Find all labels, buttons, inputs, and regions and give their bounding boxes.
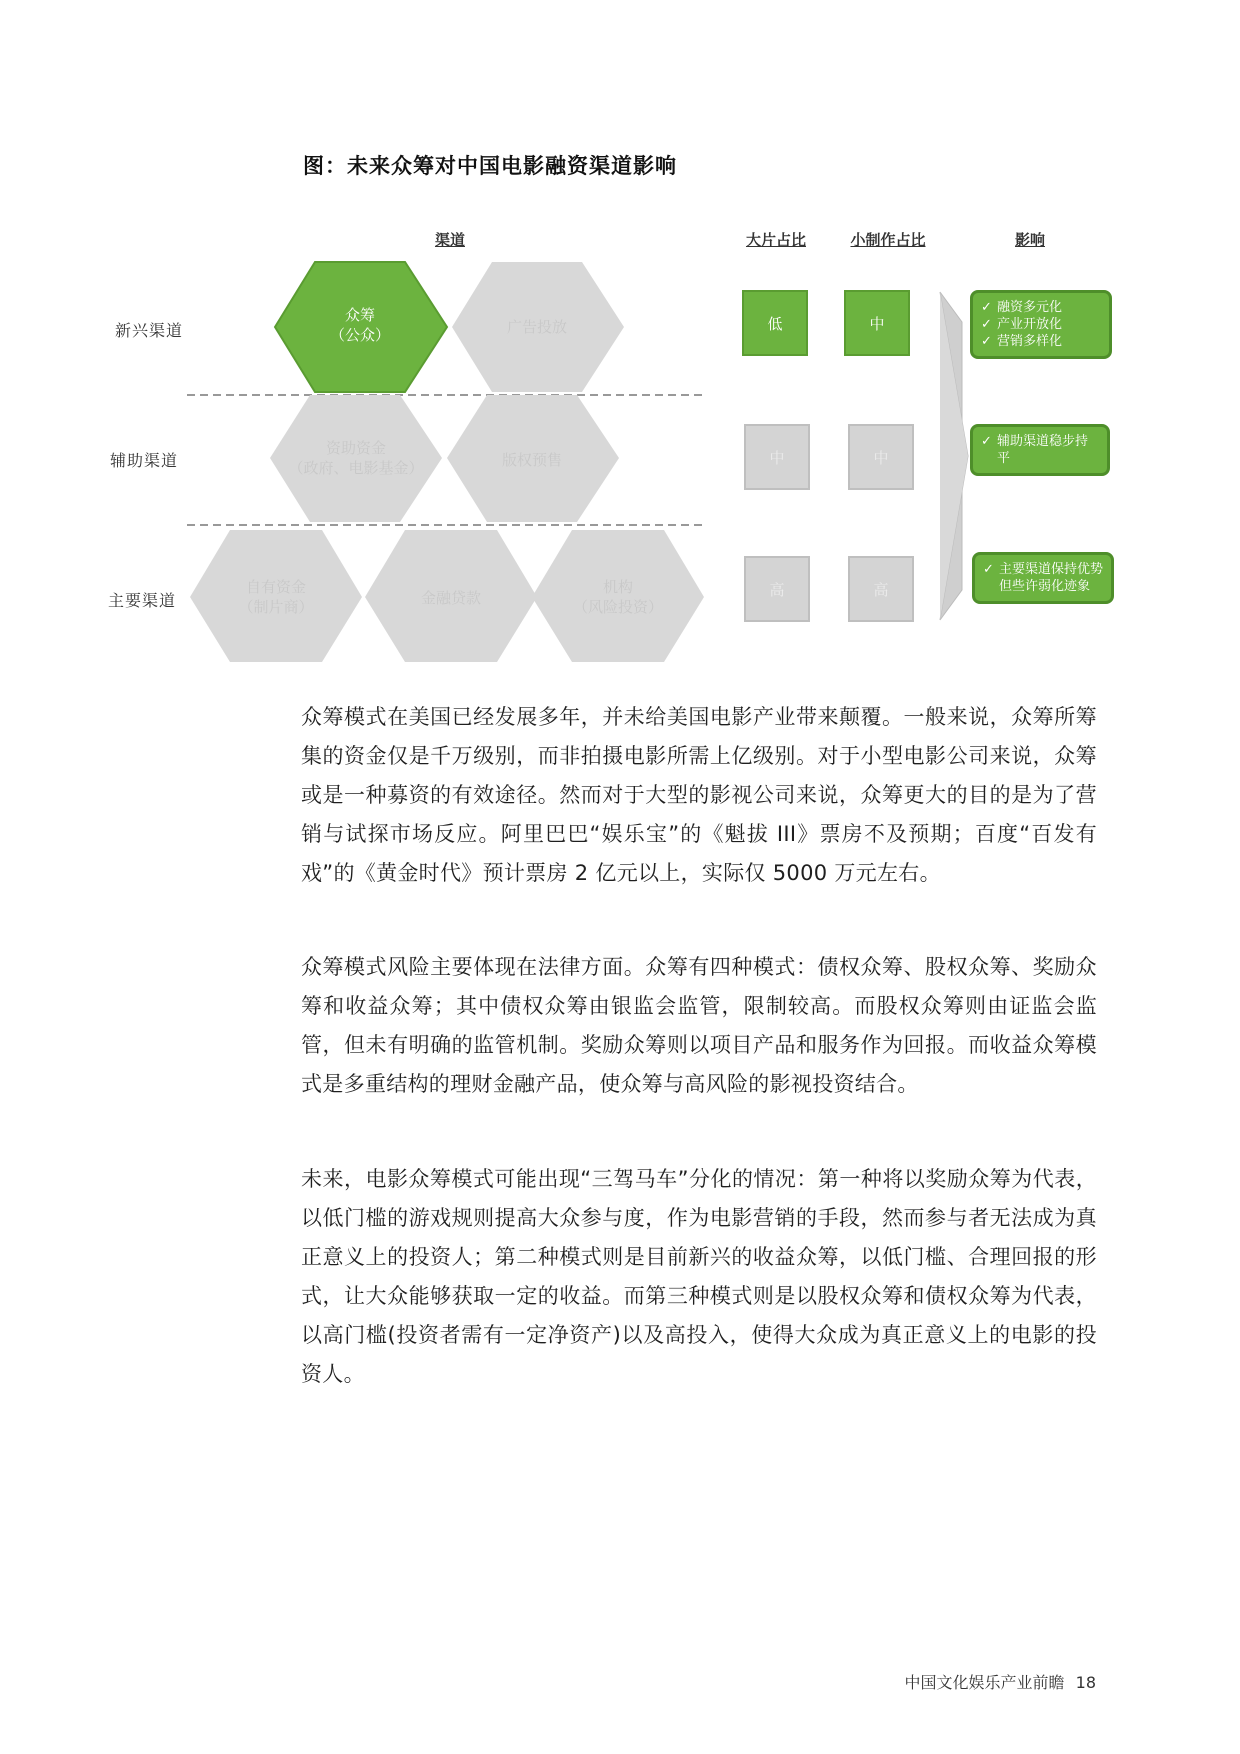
publication-title: 中国文化娱乐产业前瞻 [904,1673,1065,1692]
hex-label-loans: 金融贷款 [420,589,481,607]
hex-label-advertising: 广告投放 [506,318,567,336]
check-icon: ✓ [981,434,992,449]
check-icon: ✓ [983,562,994,577]
hex-label-presale: 版权预售 [501,451,562,469]
page-number: 18 [1075,1673,1096,1692]
impact-line [981,433,1099,467]
small-film-ratio-emerging: 中 [844,290,910,356]
impact-text: 营销多样化 [997,334,1063,349]
impact-text: 产业开放化 [997,317,1063,332]
figure-title: 图：未来众筹对中国电影融资渠道影响 [303,154,677,178]
row-label-auxiliary: 辅助渠道 [110,451,179,470]
impact-line [981,299,1101,316]
check-icon: ✓ [981,317,992,332]
row-label-primary: 主要渠道 [108,591,177,610]
small-film-ratio-primary: 高 [848,556,914,622]
header-big-film: 大片占比 [745,231,806,249]
big-film-ratio-auxiliary: 中 [744,424,810,490]
paragraph-1: 众筹模式在美国已经发展多年，并未给美国电影产业带来颠覆。一般来说，众筹所筹集的资金仅是千万级别，而非拍摄电影所需上亿级别。对于小型电影公司来说，众筹或是一种募资的有效途径。然而对于大型的影视公司来说，众筹更大的目的是为了营销与试探市场反应。阿里巴巴“娱乐宝”的《魁拔 III》票房不及预期；百度“百发有戏”的《黄金时代》预计票房 2 亿元以上，实际仅 5000 万元左右。 [301,705,1097,885]
page-footer [905,1670,1096,1693]
hex-label-subsidy: 资助资金 （政府、电影基金） [288,439,424,477]
impact-box-emerging [970,290,1112,359]
header-channels: 渠道 [434,231,465,249]
funding-channels-figure [0,0,1240,680]
hex-label-crowdfunding: 众筹 （公众） [329,306,390,344]
check-icon: ✓ [981,334,992,349]
small-film-ratio-auxiliary: 中 [848,424,914,490]
hex-label-institutions: 机构 （风险投资） [572,578,663,616]
impact-line [981,333,1101,350]
impact-text: 主要渠道保持优势但些许弱化迹象 [999,562,1104,594]
paragraph-2: 众筹模式风险主要体现在法律方面。众筹有四种模式：债权众筹、股权众筹、奖励众筹和收益众筹；其中债权众筹由银监会监管，限制较高。而股权众筹则由证监会监管，但未有明确的监管机制。奖励众筹则以项目产品和服务作为回报。而收益众筹模式是多重结构的理财金融产品，使众筹与高风险的影视投资结合。 [301,955,1097,1096]
impact-box-auxiliary [970,424,1110,476]
impact-box-primary [972,552,1114,604]
impact-line [983,561,1103,595]
big-film-ratio-emerging: 低 [742,290,808,356]
check-icon: ✓ [981,300,992,315]
impact-text: 辅助渠道稳步持平 [997,434,1089,466]
row-label-emerging: 新兴渠道 [115,321,184,340]
impact-line [981,316,1101,333]
hex-label-own-funds: 自有资金 （制片商） [238,578,314,616]
header-small-film: 小制作占比 [850,231,926,249]
paragraph-3: 未来，电影众筹模式可能出现“三驾马车”分化的情况：第一种将以奖励众筹为代表，以低门槛的游戏规则提高大众参与度，作为电影营销的手段，然而参与者无法成为真正意义上的投资人；第二种模式则是目前新兴的收益众筹，以低门槛、合理回报的形式，让大众能够获取一定的收益。而第三种模式则是以股权众筹和债权众筹为代表，以高门槛(投资者需有一定净资产)以及高投入，使得大众成为真正意义上的电影的投资人。 [301,1167,1097,1386]
header-impact: 影响 [1014,231,1045,249]
impact-text: 融资多元化 [997,300,1063,315]
big-film-ratio-primary: 高 [744,556,810,622]
